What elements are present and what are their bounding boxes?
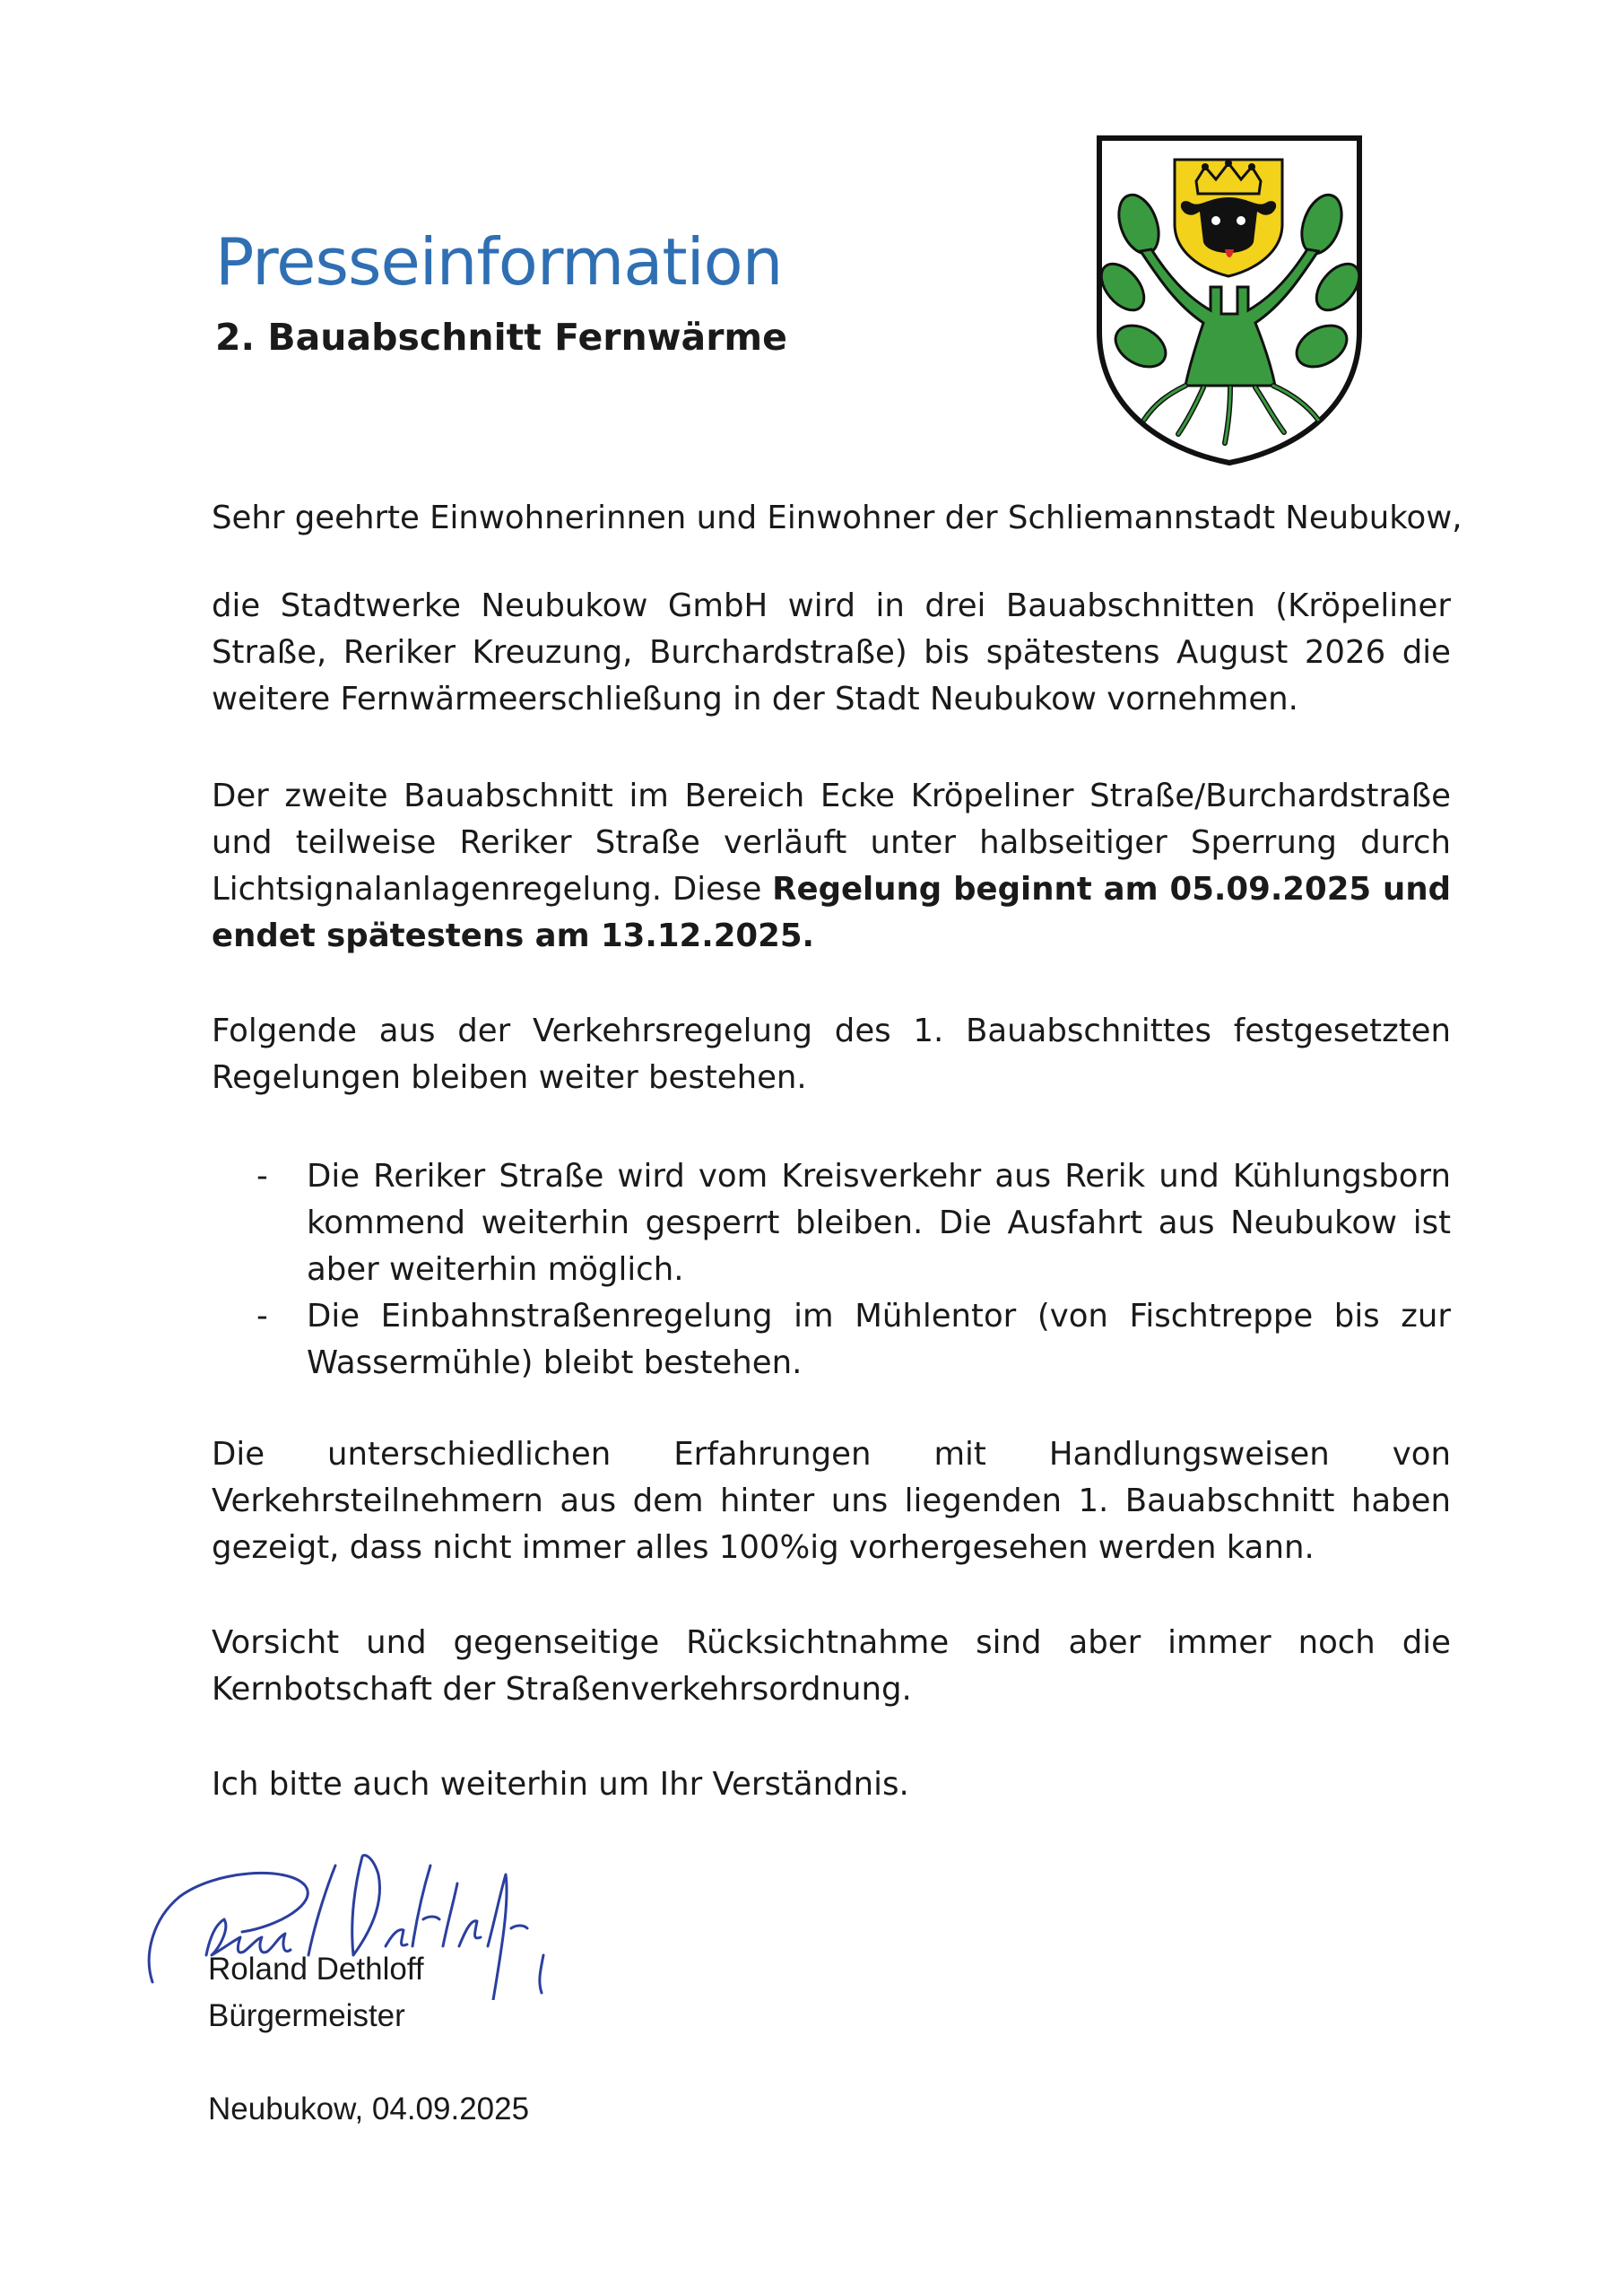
signer-role: Bürgermeister [208, 1998, 405, 2033]
document-subtitle: 2. Bauabschnitt Fernwärme [215, 316, 787, 359]
list-item [212, 1293, 1451, 1387]
paragraph-intro [212, 583, 1451, 723]
paragraph-second-section-regular: Der zweite Bauabschnitt im Bereich Ecke Kröpeliner Straße/Burchardstraße und teilweise Reriker Straße verläuft unter halbseitiger Sperrung durch Lichtsignalanlagenregelung. Diese [212, 778, 1451, 908]
paragraph-caution [212, 1620, 1451, 1713]
signer-name: Roland Dethloff [208, 1952, 424, 1987]
list-bullet-dash: - [256, 1158, 268, 1195]
paragraph-experiences-text: Die unterschiedlichen Erfahrungen mit Handlungsweisen von Verkehrsteilnehmern aus dem hinter uns liegenden 1. Bauabschnitt haben gezeigt, dass nicht immer alles 100%ig vorhergesehen werden kann. [212, 1436, 1451, 1566]
list-item [212, 1153, 1451, 1293]
place-and-date: Neubukow, 04.09.2025 [208, 2092, 530, 2126]
paragraph-second-section-text [212, 773, 1451, 960]
paragraph-intro-text: die Stadtwerke Neubukow GmbH wird in drei Bauabschnitten (Kröpeliner Straße, Reriker Kreuzung, Burchardstraße) bis spätestens August 2026 die weitere Fernwärmeerschließung in der Stadt Neubukow vornehmen. [212, 587, 1451, 718]
paragraph-regulations [212, 1008, 1451, 1101]
paragraph-experiences [212, 1431, 1451, 1571]
coat-of-arms-icon [1096, 135, 1363, 466]
document-title: Presseinformation [215, 224, 783, 300]
regulation-list [212, 1153, 1451, 1387]
list-item-text: Die Einbahnstraßenregelung im Mühlentor (von Fischtreppe bis zur Wassermühle) bleibt bestehen. [307, 1298, 1451, 1381]
list-item-text: Die Reriker Straße wird vom Kreisverkehr aus Rerik und Kühlungsborn kommend weiterhin gesperrt bleiben. Die Ausfahrt aus Neubukow ist aber weiterhin möglich. [307, 1158, 1451, 1288]
list-bullet-dash: - [256, 1298, 268, 1335]
paragraph-caution-text: Vorsicht und gegenseitige Rücksichtnahme sind aber immer noch die Kernbotschaft der Straßenverkehrsordnung. [212, 1624, 1451, 1708]
paragraph-second-section [212, 773, 1451, 960]
paragraph-regulations-text: Folgende aus der Verkehrsregelung des 1. Bauabschnittes festgesetzten Regelungen bleiben weiter bestehen. [212, 1013, 1451, 1096]
paragraph-second-section-bold: Regelung beginnt am 05.09.2025 und endet spätestens am 13.12.2025. [212, 871, 1451, 954]
closing-line: Ich bitte auch weiterhin um Ihr Verständnis. [212, 1766, 909, 1803]
salutation: Sehr geehrte Einwohnerinnen und Einwohner der Schliemannstadt Neubukow, [212, 500, 1462, 536]
